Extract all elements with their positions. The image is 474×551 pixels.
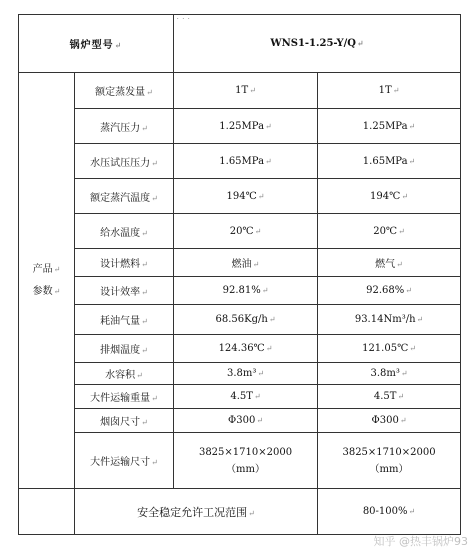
safe-range-value: 80-100%↵ — [318, 489, 461, 535]
value-oil: 124.36℃↵ — [174, 335, 318, 363]
value-oil: 3.8m³↵ — [174, 363, 318, 385]
table-row — [19, 109, 461, 144]
value-oil: 1.25MPa↵ — [174, 109, 318, 144]
param-name: 设计燃料↵ — [75, 249, 174, 277]
param-name: 额定蒸汽温度↵ — [75, 179, 174, 214]
table-row — [19, 277, 461, 305]
value-oil: 92.81%↵ — [174, 277, 318, 305]
param-name: 设计效率↵ — [75, 277, 174, 305]
value-gas: Φ300↵ — [318, 409, 461, 433]
table-row — [19, 385, 461, 409]
table-row — [19, 363, 461, 385]
param-name: 额定蒸发量↵ — [75, 73, 174, 109]
value-gas: 92.68%↵ — [318, 277, 461, 305]
param-name: 大件运输尺寸↵ — [75, 433, 174, 489]
value-gas: 3825×1710×2000 （mm） — [318, 433, 461, 489]
param-name: 耗油气量↵ — [75, 305, 174, 335]
param-name: 排烟温度↵ — [75, 335, 174, 363]
table-row — [19, 409, 461, 433]
value-gas: 1.25MPa↵ — [318, 109, 461, 144]
value-oil: 3825×1710×2000 （mm） — [174, 433, 318, 489]
header-marker-dots: ˙˙˙ — [176, 18, 193, 26]
table-row — [19, 305, 461, 335]
param-name: 烟囱尺寸↵ — [75, 409, 174, 433]
param-name: 大件运输重量↵ — [75, 385, 174, 409]
value-gas: 194℃↵ — [318, 179, 461, 214]
table-row — [19, 179, 461, 214]
param-name: 水容积↵ — [75, 363, 174, 385]
safe-range-label: 安全稳定允许工况范围↵ — [75, 489, 318, 535]
value-gas: 燃气↵ — [318, 249, 461, 277]
table-row — [19, 73, 461, 109]
boiler-model-value: WNS1-1.25-Y/Q↵ — [174, 15, 461, 73]
value-gas: 1T↵ — [318, 73, 461, 109]
value-oil: 燃油↵ — [174, 249, 318, 277]
value-oil: 1.65MPa↵ — [174, 144, 318, 179]
value-oil: 68.56Kg/h↵ — [174, 305, 318, 335]
value-gas: 93.14Nm³/h↵ — [318, 305, 461, 335]
value-gas: 1.65MPa↵ — [318, 144, 461, 179]
value-oil: 194℃↵ — [174, 179, 318, 214]
param-name: 给水温度↵ — [75, 214, 174, 249]
table-row — [19, 214, 461, 249]
safe-range-row — [19, 489, 461, 535]
boiler-model-label: 锅炉型号↵ — [19, 15, 174, 73]
value-oil: Φ300↵ — [174, 409, 318, 433]
value-oil: 1T↵ — [174, 73, 318, 109]
category-cell: 产品↵ 参数↵ — [19, 73, 75, 489]
value-gas: 3.8m³↵ — [318, 363, 461, 385]
value-oil: 20℃↵ — [174, 214, 318, 249]
table-row — [19, 335, 461, 363]
value-oil: 4.5T↵ — [174, 385, 318, 409]
watermark: 知乎 @热丰锅炉93 — [373, 535, 468, 548]
param-name: 水压试压压力↵ — [75, 144, 174, 179]
header-row — [19, 15, 461, 73]
value-gas: 20℃↵ — [318, 214, 461, 249]
value-gas: 4.5T↵ — [318, 385, 461, 409]
param-name: 蒸汽压力↵ — [75, 109, 174, 144]
table-row — [19, 433, 461, 489]
table-row — [19, 144, 461, 179]
value-gas: 121.05℃↵ — [318, 335, 461, 363]
table-row — [19, 249, 461, 277]
boiler-spec-table — [18, 14, 461, 535]
